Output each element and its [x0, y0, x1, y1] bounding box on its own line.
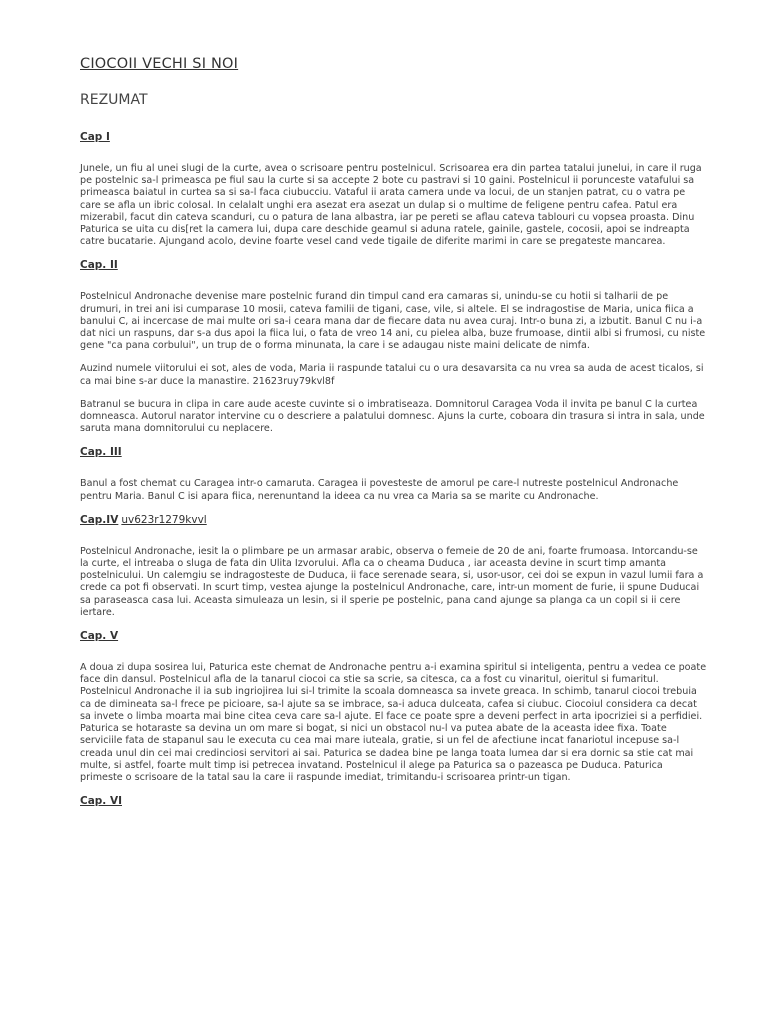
chapter-heading: Cap. VI	[80, 795, 122, 808]
chapter-paragraph: A doua zi dupa sosirea lui, Paturica este chemat de Andronache pentru a-i examina spiritul si inteligenta, pentru a vedea ce poate face din dansul. Postelnicul afla de la tanarul ciocoi ca stie sa scrie, sa citesca, ca a fost cu vinaritul, oieritul si fumaritul. Postelnicul Andronache il ia sub ingriojirea lui si-l trimite la scoala domneasca sa invete greaca. In schimb, tanarul ciocoi trebuia ca de dimineata sa-l frece pe picioare, sa-l ajute sa se imbrace, sa-i aduca dulceata, cafea si ciubuc. Ciocoiul considera ca decat sa invete o limba moarta mai bine citea ceva care sa-l ajute. El face ce poate spre a deveni perfect in arta ipocriziei si a perfidiei. Paturica se hotaraste sa devina un om mare si bogat, si nici un obstacol nu-l va putea abate de la aceasta idee fixa. Toate serviciile fata de stapanul sau le executa cu cea mai mare iuteala, gratie, si un fel de afectiune incat fanariotul incepuse sa-l creada unul din cei mai credinciosi servitori ai sai. Paturica se dadea bine pe langa toata lumea dar si era dornic sa stie cat mai multe, si astfel, foarte mult timp isi petrecea invatand. Postelnicul il alege pa Paturica sa o pazeasca pe Duduca. Paturica primeste o scrisoare de la tatal sau la care ii raspunde imediat, trimitandu-i scrisoarea printr-un tigan.	[80, 662, 707, 783]
chapter-3	[80, 446, 708, 502]
chapter-heading: Cap I	[80, 131, 110, 143]
chapter-heading: Cap. V	[80, 630, 119, 643]
chapter-1	[80, 131, 708, 248]
chapter-paragraph: Junele, un fiu al unei slugi de la curte, avea o scrisoare pentru postelnicul. Scrisoarea era din partea tatalui junelui, in care il ruga pe postelnic sa-l primeasca pe fiul sau la curte si sa accepte 2 bote cu pastravi si 10 gaini. Postelnicul ii porunceste vatafului sa primeasca baiatul in curtea sa si sa-l faca ciubucciu. Vataful ii arata camera unde va locui, de un stanjen patrat, cu o vatra pe care se afla un ibric colosal. In celalalt unghi era asezat era asezat un dulap si o multime de feligene pentru cafea. Patul era mizerabil, facut din cateva scanduri, cu o patura de lana albastra, iar pe pereti se aflau cateva tablouri cu vopsea proasta. Dinu Paturica se uita cu dis[ret la camera lui, dupa care deschide geamul si aduna ratele, gainile, gastele, cocosii, apoi se indreapta catre bucatarie. Ajungand acolo, devine foarte vesel cand vede tigaile de diferite marimi in care se pregateste mancarea.	[80, 163, 702, 248]
document-title: CIOCOII VECHI SI NOI	[80, 56, 239, 72]
chapter-paragraph: Auzind numele viitorului ei sot, ales de voda, Maria ii raspunde tatalui cu o ura desavarsita ca nu vrea sa auda de acest ticalos, si ca mai bine s-ar duce la manastire. 21623ruy79kvl8f	[80, 363, 704, 387]
chapter-5	[80, 630, 708, 784]
chapter-paragraph: Batranul se bucura in clipa in care aude aceste cuvinte si o imbratiseaza. Domnitorul Caragea Voda il invita pe banul C la curtea domneasca. Autorul narator intervine cu o descriere a palatului domnesc. Ajuns la curte, coboara din trasura si intra in sala, unde saruta mana domnitorului cu neplacere.	[80, 398, 705, 435]
chapter-heading-note: uv623r1279kvvl	[121, 513, 207, 526]
chapter-paragraph: Postelnicul Andronache devenise mare postelnic furand din timpul cand era camaras si, unindu-se cu hotii si talharii de pe drumuri, in trei ani isi cumparase 10 mosii, cateva familii de tigani, case, vile, si altele. El se indragostise de Maria, unica fiica a banului C, ai incercase de mai multe ori sa-i ceara mana dar de fiecare data nu avea curaj. Intr-o buna zi, a izbutit. Banul C nu i-a dat nici un raspuns, dar s-a dus apoi la fiica lui, o fata de vreo 14 ani, cu pielea alba, buze frumoase, dintii albi si frumosi, cu niste gene "ca pana corbului", un trup de o forma minunata, la care i se adaugau niste maini delicate de nimfa.	[80, 291, 706, 352]
chapter-2	[80, 259, 708, 435]
chapter-heading-row	[80, 514, 708, 526]
document-subtitle: REZUMAT	[80, 92, 148, 108]
chapter-heading: Cap.IV	[80, 513, 119, 526]
chapter-4	[80, 514, 708, 619]
chapter-6	[80, 795, 708, 807]
chapter-paragraph: Banul a fost chemat cu Caragea intr-o camaruta. Caragea ii povesteste de amorul pe care-l nutreste postelnicul Andronache pentru Maria. Banul C isi apara fiica, nerenuntand la ideea ca nu vrea ca Maria sa se marite cu Andronache.	[80, 478, 679, 502]
chapter-heading: Cap. III	[80, 446, 122, 459]
chapter-heading: Cap. II	[80, 259, 118, 272]
chapter-paragraph: Postelnicul Andronache, iesit la o plimbare pe un armasar arabic, observa o femeie de 20 de ani, foarte frumoasa. Intorcandu-se la curte, el intreaba o sluga de fata din Ulita Izvorului. Afla ca o cheama Duduca , iar aceasta devine in scurt timp amanta postelnicului. Un calemgiu se indragosteste de Duduca, ii face serenade seara, si, usor-usor, cei doi se expun in vazul lumii fara a crede ca pot fi observati. In scurt timp, vestea ajunge la postelnicul Andronache, care, intr-un moment de furie, ii spune Duducai sa paraseasca casa lui. Aceasta simuleaza un lesin, si il sperie pe postelnic, pana cand ajunge sa planga ca un copil si ii cere iertare.	[80, 545, 704, 618]
